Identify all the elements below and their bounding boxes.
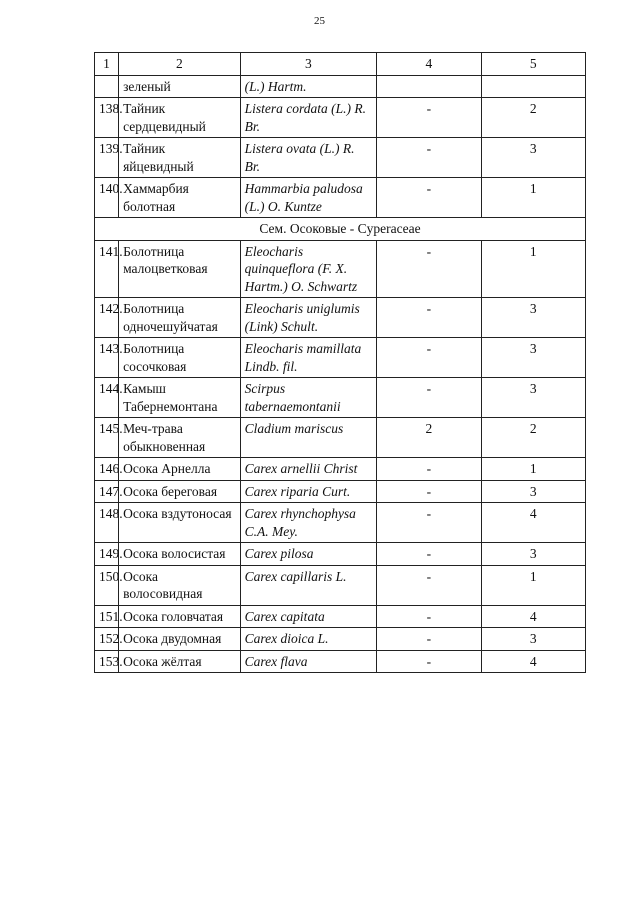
category-col-5: 3 <box>481 338 585 378</box>
species-name-latin: Listera ovata (L.) R. Br. <box>240 138 377 178</box>
species-name-latin: Eleocharis quinqueflora (F. X. Hartm.) O. Schwartz <box>240 240 377 298</box>
species-name-latin: Carex pilosa <box>240 543 377 566</box>
species-table <box>94 52 586 673</box>
species-name-latin: (L.) Hartm. <box>240 75 377 98</box>
table-row <box>95 628 586 651</box>
row-number: 138. <box>95 98 119 138</box>
category-col-4: - <box>377 98 481 138</box>
species-name-latin: Listera cordata (L.) R. Br. <box>240 98 377 138</box>
header-col-1: 1 <box>95 53 119 76</box>
species-name-latin: Carex rhynchophysa C.A. Mey. <box>240 503 377 543</box>
family-section-title: Сем. Осоковые - Cyperaceae <box>95 218 586 241</box>
row-number: 139. <box>95 138 119 178</box>
species-name-ru: Тайник яйцевидный <box>119 138 240 178</box>
category-col-4 <box>377 75 481 98</box>
category-col-4: 2 <box>377 418 481 458</box>
species-name-latin: Cladium mariscus <box>240 418 377 458</box>
row-number: 143. <box>95 338 119 378</box>
species-name-latin: Hammarbia paludosa (L.) O. Kuntze <box>240 178 377 218</box>
category-col-5 <box>481 75 585 98</box>
table-row <box>95 418 586 458</box>
species-name-latin: Scirpus tabernaemontanii <box>240 378 377 418</box>
header-col-4: 4 <box>377 53 481 76</box>
table-row <box>95 338 586 378</box>
category-col-5: 1 <box>481 178 585 218</box>
species-name-latin: Carex riparia Curt. <box>240 480 377 503</box>
table-row <box>95 543 586 566</box>
row-number: 153. <box>95 650 119 673</box>
species-name-ru: Меч-трава обыкновенная <box>119 418 240 458</box>
header-col-5: 5 <box>481 53 585 76</box>
row-number: 145. <box>95 418 119 458</box>
category-col-5: 3 <box>481 480 585 503</box>
row-number: 147. <box>95 480 119 503</box>
category-col-4: - <box>377 628 481 651</box>
category-col-4: - <box>377 138 481 178</box>
row-number <box>95 75 119 98</box>
category-col-4: - <box>377 503 481 543</box>
category-col-4: - <box>377 605 481 628</box>
species-name-ru: Осока двудомная <box>119 628 240 651</box>
category-col-5: 3 <box>481 298 585 338</box>
category-col-4: - <box>377 650 481 673</box>
species-name-ru: Тайник сердцевидный <box>119 98 240 138</box>
row-number: 149. <box>95 543 119 566</box>
species-name-ru: зеленый <box>119 75 240 98</box>
category-col-5: 4 <box>481 503 585 543</box>
species-name-latin: Carex arnellii Christ <box>240 458 377 481</box>
table-row <box>95 240 586 298</box>
row-number: 141. <box>95 240 119 298</box>
species-name-ru: Болотница сосочковая <box>119 338 240 378</box>
row-number: 148. <box>95 503 119 543</box>
table-row <box>95 605 586 628</box>
species-name-latin: Eleocharis mamillata Lindb. fil. <box>240 338 377 378</box>
category-col-4: - <box>377 178 481 218</box>
table-header-row <box>95 53 586 76</box>
category-col-5: 3 <box>481 378 585 418</box>
table-row <box>95 650 586 673</box>
table-row <box>95 480 586 503</box>
row-number: 152. <box>95 628 119 651</box>
species-name-ru: Болотница малоцветковая <box>119 240 240 298</box>
category-col-4: - <box>377 338 481 378</box>
category-col-5: 2 <box>481 98 585 138</box>
category-col-4: - <box>377 240 481 298</box>
species-name-ru: Хаммарбия болотная <box>119 178 240 218</box>
species-name-ru: Осока волосовидная <box>119 565 240 605</box>
category-col-4: - <box>377 298 481 338</box>
species-name-ru: Камыш Табернемонтана <box>119 378 240 418</box>
category-col-5: 1 <box>481 240 585 298</box>
category-col-4: - <box>377 565 481 605</box>
category-col-5: 2 <box>481 418 585 458</box>
table-row <box>95 178 586 218</box>
species-name-latin: Carex capillaris L. <box>240 565 377 605</box>
row-number: 151. <box>95 605 119 628</box>
species-name-ru: Осока вздутоносая <box>119 503 240 543</box>
category-col-5: 1 <box>481 565 585 605</box>
species-name-ru: Осока волосистая <box>119 543 240 566</box>
family-section-row <box>95 218 586 241</box>
table-row <box>95 458 586 481</box>
species-name-ru: Осока береговая <box>119 480 240 503</box>
row-number: 150. <box>95 565 119 605</box>
species-name-ru: Осока жёлтая <box>119 650 240 673</box>
species-name-latin: Carex dioica L. <box>240 628 377 651</box>
row-number: 140. <box>95 178 119 218</box>
table-row <box>95 503 586 543</box>
category-col-5: 3 <box>481 628 585 651</box>
row-number: 146. <box>95 458 119 481</box>
header-col-2: 2 <box>119 53 240 76</box>
table-row <box>95 98 586 138</box>
category-col-4: - <box>377 480 481 503</box>
species-name-latin: Carex capitata <box>240 605 377 628</box>
table-row <box>95 138 586 178</box>
table-row <box>95 298 586 338</box>
category-col-5: 1 <box>481 458 585 481</box>
category-col-5: 3 <box>481 543 585 566</box>
table-row <box>95 75 586 98</box>
category-col-5: 4 <box>481 650 585 673</box>
header-col-3: 3 <box>240 53 377 76</box>
species-name-latin: Carex flava <box>240 650 377 673</box>
category-col-4: - <box>377 543 481 566</box>
species-name-ru: Болотница одночешуйчатая <box>119 298 240 338</box>
row-number: 144. <box>95 378 119 418</box>
category-col-5: 3 <box>481 138 585 178</box>
category-col-4: - <box>377 378 481 418</box>
species-name-latin: Eleocharis uniglumis (Link) Schult. <box>240 298 377 338</box>
row-number: 142. <box>95 298 119 338</box>
table-row <box>95 565 586 605</box>
table-row <box>95 378 586 418</box>
category-col-5: 4 <box>481 605 585 628</box>
category-col-4: - <box>377 458 481 481</box>
page-number: 25 <box>314 15 325 27</box>
species-name-ru: Осока головчатая <box>119 605 240 628</box>
species-name-ru: Осока Арнелла <box>119 458 240 481</box>
